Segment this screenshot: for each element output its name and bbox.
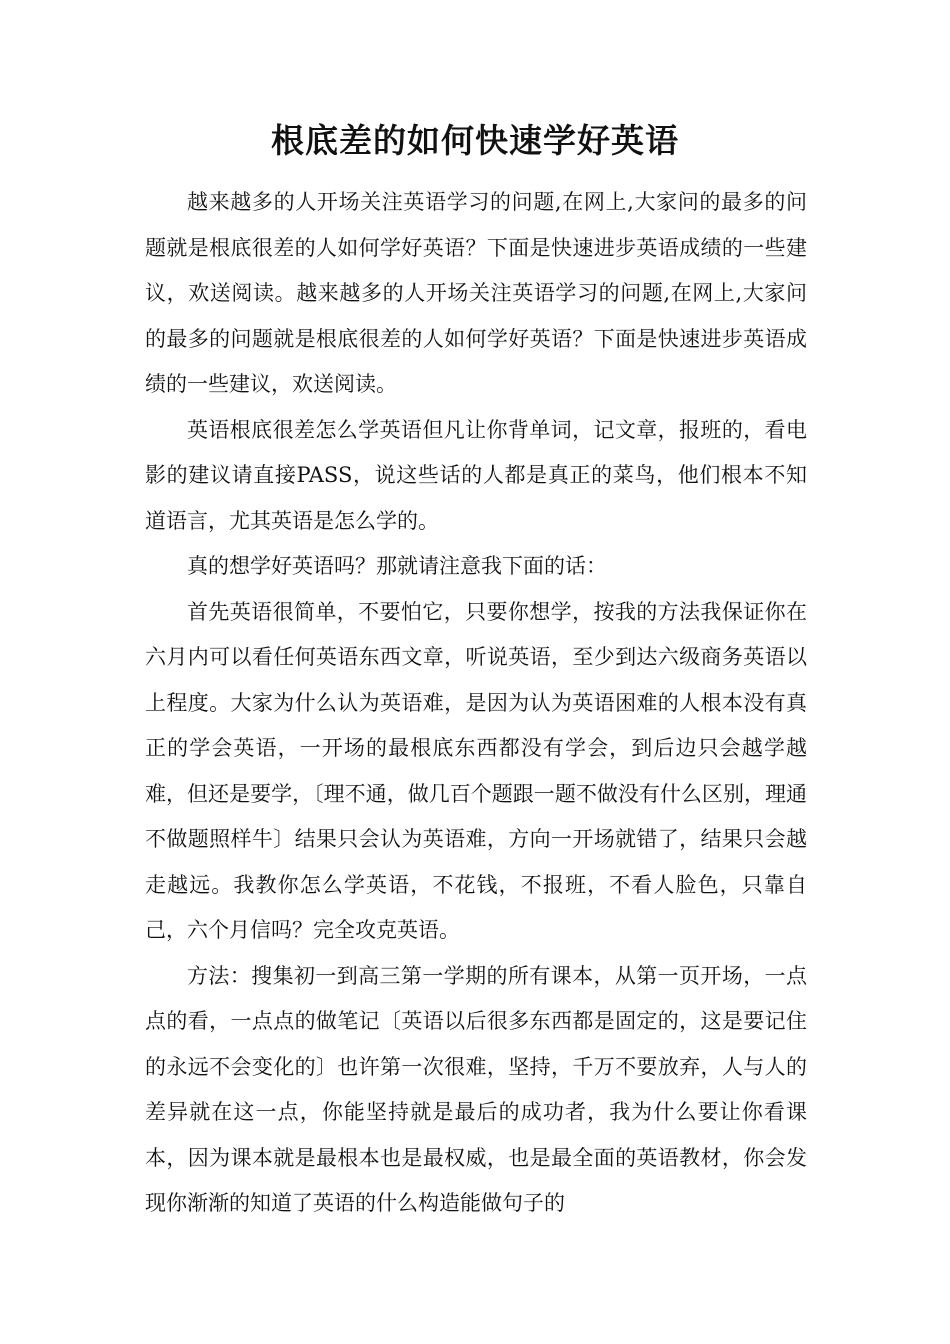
document-title: 根底差的如何快速学好英语 (271, 121, 679, 160)
paragraph: 首先英语很简单，不要怕它，只要你想学，按我的方法我保证你在六月内可以看任何英语东西文章，听说英语，至少到达六级商务英语以上程度。大家为什么认为英语难，是因为认为英语困难的人根本没有真正的学会英语，一开场的最根底东西都没有学会，到后边只会越学越难，但还是要学，〔理不通，做几百个题跟一题不做没有什么区别，理通不做题照样牛〕结果只会认为英语难，方向一开场就错了，结果只会越走越远。我教你怎么学英语，不花钱，不报班，不看人脸色，只靠自己，六个月信吗？完全攻克英语。 (145, 599, 807, 942)
paragraph: 英语根底很差怎么学英语但凡让你背单词，记文章，报班的，看电影的建议请直接PASS，说这些话的人都是真正的菜鸟，他们根本不知道语言，尤其英语是怎么学的。 (145, 417, 807, 533)
document-body (145, 180, 807, 1227)
paragraph: 方法：搜集初一到高三第一学期的所有课本，从第一页开场，一点点的看，一点点的做笔记〔英语以后很多东西都是固定的，这是要记住的永远不会变化的〕也许第一次很难，坚持，千万不要放弃，人与人的差异就在这一点，你能坚持就是最后的成功者，我为什么要让你看课本，因为课本就是最根本也是最权威，也是最全面的英语教材，你会发现你渐渐的知道了英语的什么构造能做句子的 (145, 963, 807, 1215)
paragraph: 真的想学好英语吗？那就请注意我下面的话： (187, 554, 607, 578)
paragraph: 越来越多的人开场关注英语学习的问题,在网上,大家问的最多的问题就是根底很差的人如何学好英语？下面是快速进步英语成绩的一些建议，欢送阅读。越来越多的人开场关注英语学习的问题,在网上,大家问的最多的问题就是根底很差的人如何学好英语？下面是快速进步英语成绩的一些建议，欢送阅读。 (145, 190, 807, 396)
